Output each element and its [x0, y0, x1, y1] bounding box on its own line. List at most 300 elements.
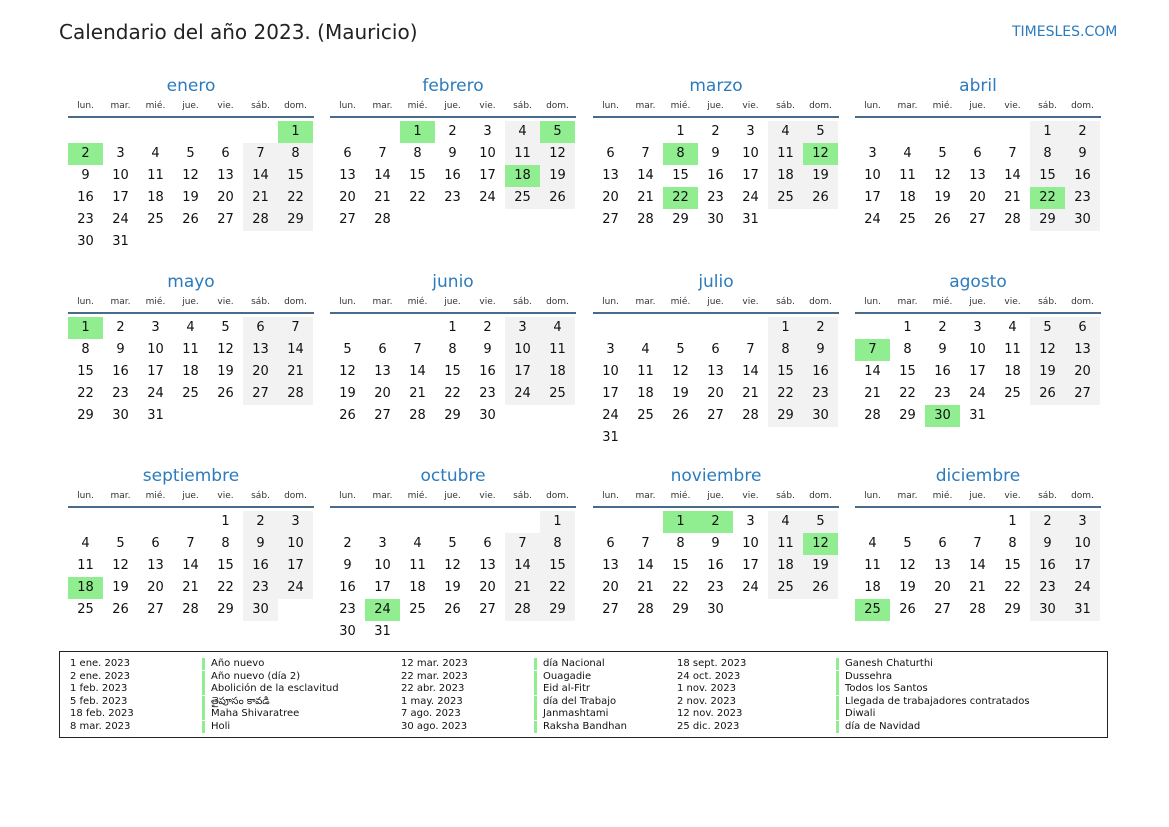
day-cell: 1	[540, 511, 575, 533]
day-cell: 5	[116, 536, 125, 551]
weekday-label: mié.	[145, 101, 166, 111]
day-cell: 25	[409, 602, 426, 617]
month-enero	[68, 76, 314, 266]
day-cell: 20	[217, 190, 234, 205]
day-cell: 28	[505, 599, 540, 621]
day-cell: 13	[479, 558, 496, 573]
day-cell: 7	[641, 146, 650, 161]
weekday-label: vie.	[1004, 491, 1021, 501]
day-cell: 17	[742, 558, 759, 573]
day-cell: 30	[479, 408, 496, 423]
day-cell: 18	[864, 580, 881, 595]
day-cell: 14	[243, 165, 278, 187]
day-cell: 29	[672, 602, 689, 617]
legend-holiday-name: Eid al-Fitr	[534, 683, 590, 695]
day-cell: 23	[243, 577, 278, 599]
day-cell: 15	[1030, 165, 1065, 187]
day-cell: 2	[448, 124, 457, 139]
day-cell: 3	[151, 320, 160, 335]
day-cell: 19	[444, 580, 461, 595]
weekday-label: lun.	[602, 491, 619, 501]
day-cell: 16	[1030, 555, 1065, 577]
day-cell: 8	[540, 533, 575, 555]
month-name: febrero	[422, 76, 484, 96]
day-cell: 27	[243, 383, 278, 405]
legend-date: 5 feb. 2023	[70, 695, 128, 707]
day-cell: 10	[864, 168, 881, 183]
day-cell: 19	[672, 386, 689, 401]
day-cell: 4	[540, 317, 575, 339]
day-cell: 7	[973, 536, 982, 551]
day-cell: 1	[1030, 121, 1065, 143]
day-cell: 14	[864, 364, 881, 379]
day-cell: 25	[768, 577, 803, 599]
weekday-label: mié.	[932, 101, 953, 111]
weekday-label: dom.	[284, 297, 307, 307]
legend-date: 18 feb. 2023	[70, 708, 134, 720]
day-cell: 2	[1065, 121, 1100, 143]
legend-date: 12 nov. 2023	[677, 708, 743, 720]
day-cell: 11	[540, 339, 575, 361]
month-name: diciembre	[935, 466, 1021, 486]
weekday-divider	[593, 116, 839, 118]
day-cell: 26	[217, 386, 234, 401]
day-cell: 8	[1030, 143, 1065, 165]
legend-holiday-name: Ganesh Chaturthi	[836, 658, 933, 670]
legend-date: 1 ene. 2023	[70, 658, 130, 669]
day-cell: 27	[217, 212, 234, 227]
weekday-label: dom.	[1071, 297, 1094, 307]
day-cell: 4	[81, 536, 90, 551]
day-cell: 3	[606, 342, 615, 357]
day-cell: 11	[768, 143, 803, 165]
month-name: mayo	[167, 272, 215, 292]
day-cell: 23	[112, 386, 129, 401]
day-cell: 19	[217, 364, 234, 379]
weekday-label: vie.	[742, 297, 759, 307]
day-cell: 7	[243, 143, 278, 165]
day-cell: 13	[217, 168, 234, 183]
holiday-day-cell: 22	[1030, 187, 1065, 209]
day-cell: 10	[505, 339, 540, 361]
weekday-divider	[593, 312, 839, 314]
legend-holiday-name: Maha Shivaratree	[202, 708, 299, 720]
day-cell: 7	[413, 342, 422, 357]
day-cell: 18	[540, 361, 575, 383]
day-cell: 7	[746, 342, 755, 357]
weekday-label: lun.	[339, 101, 356, 111]
legend-date: 2 nov. 2023	[677, 695, 736, 707]
day-cell: 20	[243, 361, 278, 383]
day-cell: 4	[505, 121, 540, 143]
day-cell: 12	[540, 143, 575, 165]
day-cell: 4	[413, 536, 422, 551]
day-cell: 26	[182, 212, 199, 227]
legend-date: 2 ene. 2023	[70, 670, 130, 682]
weekday-divider	[330, 116, 576, 118]
month-agosto	[855, 272, 1101, 462]
day-cell: 17	[112, 190, 129, 205]
site-brand-link[interactable]: TIMESLES.COM	[1012, 24, 1118, 40]
weekday-label: lun.	[602, 297, 619, 307]
day-cell: 6	[483, 536, 492, 551]
weekday-label: jue.	[444, 101, 461, 111]
day-cell: 20	[479, 580, 496, 595]
day-cell: 3	[116, 146, 125, 161]
day-cell: 9	[483, 342, 492, 357]
day-cell: 9	[448, 146, 457, 161]
day-cell: 18	[637, 386, 654, 401]
day-cell: 31	[147, 408, 164, 423]
legend-holiday-name: తైపూసం కావడి	[202, 696, 270, 708]
day-cell: 18	[409, 580, 426, 595]
weekday-label: dom.	[546, 297, 569, 307]
legend-holiday-name: Ouagadie	[534, 671, 591, 683]
day-cell: 26	[803, 577, 838, 599]
day-cell: 1	[903, 320, 912, 335]
day-cell: 4	[1008, 320, 1017, 335]
weekday-label: jue.	[707, 491, 724, 501]
day-cell: 11	[77, 558, 94, 573]
day-cell: 14	[637, 558, 654, 573]
day-cell: 27	[602, 212, 619, 227]
day-cell: 30	[339, 624, 356, 639]
day-cell: 4	[768, 511, 803, 533]
day-cell: 29	[444, 408, 461, 423]
weekday-label: jue.	[969, 297, 986, 307]
weekday-label: mar.	[635, 297, 656, 307]
day-cell: 28	[637, 212, 654, 227]
day-cell: 19	[112, 580, 129, 595]
day-cell: 24	[112, 212, 129, 227]
day-cell: 14	[182, 558, 199, 573]
day-cell: 31	[374, 624, 391, 639]
day-cell: 15	[409, 168, 426, 183]
day-cell: 21	[243, 187, 278, 209]
legend-holiday-name: Todos los Santos	[836, 683, 928, 695]
day-cell: 19	[1030, 361, 1065, 383]
day-cell: 21	[278, 361, 313, 383]
day-cell: 19	[803, 555, 838, 577]
day-cell: 25	[899, 212, 916, 227]
weekday-label: mar.	[897, 297, 918, 307]
day-cell: 23	[1030, 577, 1065, 599]
day-cell: 12	[899, 558, 916, 573]
holiday-day-cell: 8	[663, 143, 698, 165]
day-cell: 24	[147, 386, 164, 401]
day-cell: 11	[899, 168, 916, 183]
day-cell: 31	[112, 234, 129, 249]
weekday-label: mar.	[110, 491, 131, 501]
weekday-label: dom.	[284, 101, 307, 111]
day-cell: 25	[540, 383, 575, 405]
day-cell: 1	[676, 124, 685, 139]
day-cell: 31	[969, 408, 986, 423]
weekday-label: vie.	[1004, 101, 1021, 111]
day-cell: 17	[1065, 555, 1100, 577]
holiday-day-cell: 30	[925, 405, 960, 427]
day-cell: 28	[243, 209, 278, 231]
day-cell: 2	[1030, 511, 1065, 533]
day-cell: 25	[182, 386, 199, 401]
day-cell: 16	[803, 361, 838, 383]
weekday-label: dom.	[284, 491, 307, 501]
day-cell: 18	[768, 165, 803, 187]
day-cell: 11	[147, 168, 164, 183]
weekday-label: jue.	[969, 101, 986, 111]
weekday-divider	[68, 312, 314, 314]
weekday-label: jue.	[707, 297, 724, 307]
weekday-label: mié.	[932, 297, 953, 307]
day-cell: 19	[540, 165, 575, 187]
day-cell: 5	[676, 342, 685, 357]
day-cell: 19	[934, 190, 951, 205]
day-cell: 13	[707, 364, 724, 379]
weekday-label: mié.	[407, 101, 428, 111]
day-cell: 27	[707, 408, 724, 423]
day-cell: 19	[899, 580, 916, 595]
day-cell: 30	[77, 234, 94, 249]
day-cell: 15	[444, 364, 461, 379]
weekday-label: dom.	[546, 491, 569, 501]
day-cell: 9	[1030, 533, 1065, 555]
day-cell: 21	[1004, 190, 1021, 205]
day-cell: 29	[77, 408, 94, 423]
weekday-label: mar.	[372, 101, 393, 111]
day-cell: 6	[1065, 317, 1100, 339]
day-cell: 25	[768, 187, 803, 209]
day-cell: 3	[746, 124, 755, 139]
day-cell: 3	[973, 320, 982, 335]
day-cell: 2	[243, 511, 278, 533]
day-cell: 9	[938, 342, 947, 357]
holiday-day-cell: 12	[803, 143, 838, 165]
holiday-legend	[59, 651, 1108, 738]
legend-holiday-name: día Nacional	[534, 658, 605, 670]
day-cell: 8	[676, 536, 685, 551]
day-cell: 29	[278, 209, 313, 231]
month-julio	[593, 272, 839, 462]
day-cell: 13	[602, 558, 619, 573]
day-cell: 12	[112, 558, 129, 573]
day-cell: 7	[505, 533, 540, 555]
day-cell: 14	[637, 168, 654, 183]
weekday-divider	[330, 312, 576, 314]
day-cell: 3	[278, 511, 313, 533]
day-cell: 28	[969, 602, 986, 617]
holiday-day-cell: 18	[68, 577, 103, 599]
month-name: abril	[959, 76, 997, 96]
day-cell: 22	[217, 580, 234, 595]
weekday-label: lun.	[77, 101, 94, 111]
legend-holiday-name: Raksha Bandhan	[534, 721, 627, 733]
day-cell: 15	[899, 364, 916, 379]
day-cell: 5	[803, 511, 838, 533]
day-cell: 13	[243, 339, 278, 361]
day-cell: 6	[973, 146, 982, 161]
day-cell: 18	[899, 190, 916, 205]
weekday-label: mié.	[670, 297, 691, 307]
weekday-label: sáb.	[251, 297, 270, 307]
holiday-day-cell: 12	[803, 533, 838, 555]
day-cell: 22	[278, 187, 313, 209]
day-cell: 7	[378, 146, 387, 161]
day-cell: 5	[448, 536, 457, 551]
day-cell: 21	[637, 190, 654, 205]
day-cell: 10	[112, 168, 129, 183]
weekday-label: mié.	[145, 491, 166, 501]
weekday-label: jue.	[182, 491, 199, 501]
day-cell: 3	[1065, 511, 1100, 533]
day-cell: 15	[540, 555, 575, 577]
day-cell: 8	[221, 536, 230, 551]
day-cell: 20	[969, 190, 986, 205]
day-cell: 6	[221, 146, 230, 161]
day-cell: 2	[343, 536, 352, 551]
day-cell: 21	[505, 577, 540, 599]
weekday-label: dom.	[809, 491, 832, 501]
day-cell: 15	[672, 168, 689, 183]
day-cell: 5	[903, 536, 912, 551]
day-cell: 26	[934, 212, 951, 227]
weekday-label: vie.	[479, 101, 496, 111]
holiday-day-cell: 7	[855, 339, 890, 361]
day-cell: 6	[938, 536, 947, 551]
weekday-label: sáb.	[513, 297, 532, 307]
day-cell: 24	[1065, 577, 1100, 599]
day-cell: 8	[413, 146, 422, 161]
day-cell: 5	[186, 146, 195, 161]
month-name: octubre	[420, 466, 486, 486]
day-cell: 29	[768, 405, 803, 427]
legend-holiday-name: día del Trabajo	[534, 696, 616, 708]
day-cell: 19	[803, 165, 838, 187]
day-cell: 21	[182, 580, 199, 595]
day-cell: 10	[147, 342, 164, 357]
day-cell: 9	[243, 533, 278, 555]
day-cell: 27	[1065, 383, 1100, 405]
weekday-label: mié.	[670, 101, 691, 111]
day-cell: 1	[221, 514, 230, 529]
day-cell: 9	[711, 146, 720, 161]
month-name: marzo	[689, 76, 743, 96]
day-cell: 23	[444, 190, 461, 205]
weekday-divider	[68, 506, 314, 508]
weekday-label: mar.	[110, 101, 131, 111]
day-cell: 6	[378, 342, 387, 357]
day-cell: 4	[641, 342, 650, 357]
day-cell: 7	[186, 536, 195, 551]
weekday-label: mar.	[372, 491, 393, 501]
day-cell: 20	[602, 190, 619, 205]
day-cell: 24	[479, 190, 496, 205]
day-cell: 20	[1065, 361, 1100, 383]
day-cell: 30	[707, 602, 724, 617]
weekday-label: vie.	[479, 491, 496, 501]
weekday-label: jue.	[969, 491, 986, 501]
weekday-divider	[855, 506, 1101, 508]
day-cell: 8	[448, 342, 457, 357]
weekday-label: sáb.	[1038, 297, 1057, 307]
day-cell: 26	[1030, 383, 1065, 405]
day-cell: 14	[409, 364, 426, 379]
day-cell: 24	[602, 408, 619, 423]
legend-holiday-name: Año nuevo (día 2)	[202, 671, 300, 683]
holiday-day-cell: 18	[505, 165, 540, 187]
day-cell: 8	[278, 143, 313, 165]
day-cell: 8	[903, 342, 912, 357]
day-cell: 26	[339, 408, 356, 423]
weekday-divider	[593, 506, 839, 508]
day-cell: 27	[339, 212, 356, 227]
day-cell: 16	[479, 364, 496, 379]
day-cell: 27	[602, 602, 619, 617]
day-cell: 1	[448, 320, 457, 335]
day-cell: 22	[540, 577, 575, 599]
day-cell: 17	[864, 190, 881, 205]
day-cell: 4	[151, 146, 160, 161]
day-cell: 18	[147, 190, 164, 205]
weekday-label: dom.	[809, 101, 832, 111]
day-cell: 15	[672, 558, 689, 573]
holiday-day-cell: 24	[365, 599, 400, 621]
holiday-day-cell: 1	[663, 511, 698, 533]
weekday-label: vie.	[217, 297, 234, 307]
day-cell: 16	[934, 364, 951, 379]
day-cell: 17	[147, 364, 164, 379]
day-cell: 11	[182, 342, 199, 357]
legend-holiday-name: Diwali	[836, 708, 875, 720]
weekday-divider	[330, 506, 576, 508]
day-cell: 12	[444, 558, 461, 573]
day-cell: 30	[1030, 599, 1065, 621]
day-cell: 24	[742, 580, 759, 595]
weekday-label: dom.	[546, 101, 569, 111]
weekday-label: lun.	[864, 491, 881, 501]
day-cell: 22	[899, 386, 916, 401]
day-cell: 16	[707, 558, 724, 573]
day-cell: 28	[374, 212, 391, 227]
day-cell: 7	[278, 317, 313, 339]
day-cell: 9	[1065, 143, 1100, 165]
day-cell: 11	[1004, 342, 1021, 357]
day-cell: 29	[217, 602, 234, 617]
day-cell: 24	[969, 386, 986, 401]
day-cell: 28	[278, 383, 313, 405]
day-cell: 23	[339, 602, 356, 617]
legend-date: 1 feb. 2023	[70, 683, 128, 695]
day-cell: 20	[707, 386, 724, 401]
day-cell: 21	[864, 386, 881, 401]
day-cell: 16	[339, 580, 356, 595]
day-cell: 17	[969, 364, 986, 379]
day-cell: 10	[742, 146, 759, 161]
day-cell: 17	[479, 168, 496, 183]
legend-holiday-name: Dussehra	[836, 671, 892, 683]
day-cell: 15	[768, 361, 803, 383]
day-cell: 31	[742, 212, 759, 227]
day-cell: 24	[278, 577, 313, 599]
day-cell: 31	[1065, 599, 1100, 621]
day-cell: 21	[637, 580, 654, 595]
day-cell: 29	[1004, 602, 1021, 617]
day-cell: 24	[505, 383, 540, 405]
day-cell: 16	[243, 555, 278, 577]
day-cell: 26	[899, 602, 916, 617]
weekday-label: sáb.	[251, 101, 270, 111]
day-cell: 15	[217, 558, 234, 573]
weekday-label: mié.	[145, 297, 166, 307]
